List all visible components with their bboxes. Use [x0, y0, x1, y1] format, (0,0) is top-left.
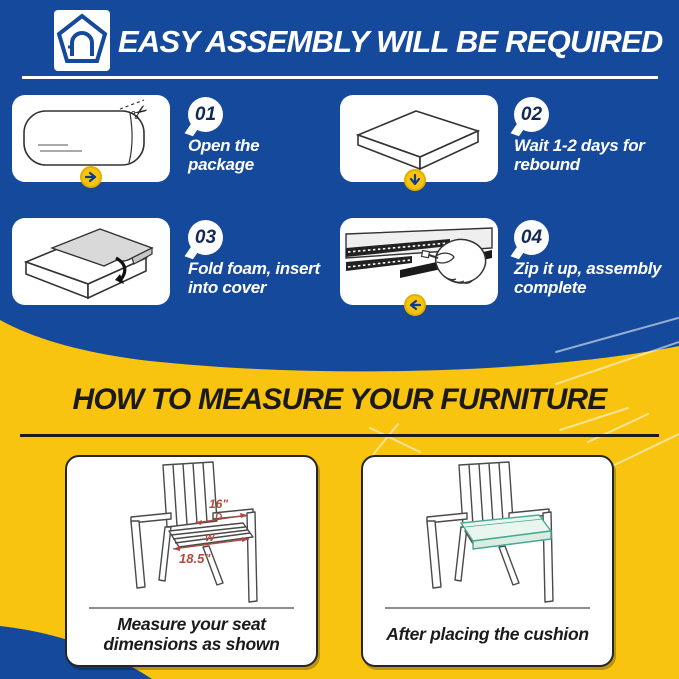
- step2-label: Wait 1-2 days for rebound: [514, 136, 645, 175]
- step3-label: Fold foam, insert into cover: [188, 259, 320, 298]
- left-card-caption: Measure your seat dimensions as shown: [103, 614, 280, 654]
- header-divider: [22, 76, 658, 79]
- width-axis-label: W: [205, 533, 215, 544]
- chair-with-cushion-illustration: [363, 459, 612, 607]
- arrow-right-icon: [80, 166, 102, 188]
- zipper-hand-illustration: [340, 218, 498, 305]
- scissors-icon: ✂: [127, 98, 154, 127]
- chair-dimensions-illustration: [67, 459, 316, 607]
- right-card-caption: After placing the cushion: [386, 624, 589, 644]
- arrow-left-icon: [404, 294, 426, 316]
- measure-cushion-card: [361, 455, 614, 667]
- depth-value-label: 16": [209, 497, 229, 511]
- page-title: EASY ASSEMBLY WILL BE REQUIRED: [118, 24, 663, 59]
- step1-label: Open the package: [188, 136, 260, 175]
- arrow-down-icon: [404, 169, 426, 191]
- fold-foam-illustration: [12, 218, 170, 305]
- width-value-label: 18.5": [179, 551, 211, 566]
- brand-logo: [54, 10, 110, 71]
- step1-number-badge: 01: [188, 97, 223, 132]
- step3-number-badge: 03: [188, 220, 223, 255]
- depth-axis-label: D: [215, 512, 223, 523]
- measure-divider: [20, 434, 659, 437]
- step4-illustration-card: [340, 218, 498, 305]
- measure-section-title: HOW TO MEASURE YOUR FURNITURE: [72, 383, 607, 416]
- caption-divider: [385, 607, 590, 609]
- step2-number-badge: 02: [514, 97, 549, 132]
- measure-dimensions-card: [65, 455, 318, 667]
- step4-label: Zip it up, assembly complete: [514, 259, 662, 298]
- step3-illustration-card: [12, 218, 170, 305]
- house-pentagon-icon: [54, 10, 110, 71]
- caption-divider: [89, 607, 294, 609]
- step4-number-badge: 04: [514, 220, 549, 255]
